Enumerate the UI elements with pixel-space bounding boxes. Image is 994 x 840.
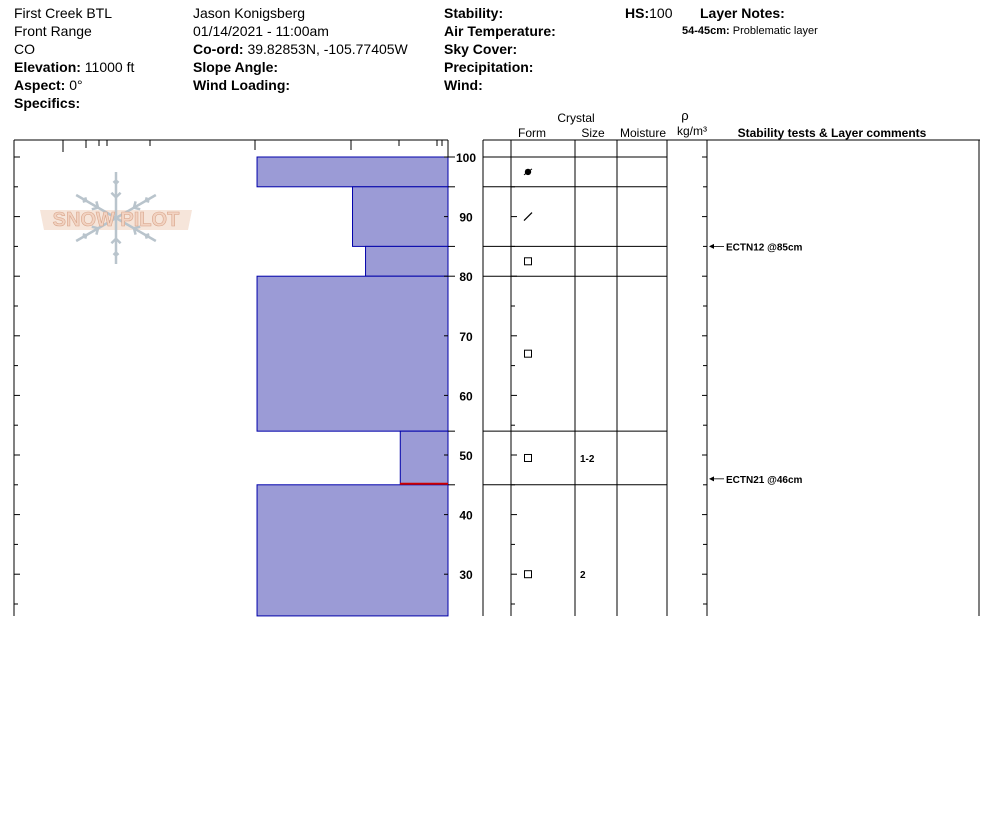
observer-name: Jason Konigsberg	[193, 5, 306, 21]
observation-datetime: 01/14/2021 - 11:00am	[193, 23, 329, 39]
precipitation-label: Precipitation:	[444, 59, 534, 75]
specifics-label: Specifics:	[14, 95, 81, 111]
snowflake-branch	[85, 197, 86, 200]
coord-value: 39.82853N, -105.77405W	[247, 41, 408, 57]
wind-loading-label: Wind Loading:	[193, 77, 291, 93]
depth-tick-label: 90	[459, 210, 473, 225]
stability-test-label: ECTN12 @85cm	[726, 242, 803, 254]
density-symbol: ρ	[681, 108, 689, 123]
snowflake-branch	[146, 235, 147, 238]
hardness-layers	[257, 157, 667, 616]
slope-angle-label: Slope Angle:	[193, 59, 279, 75]
snowflake-branch	[114, 253, 116, 255]
depth-tick-label: 40	[459, 508, 473, 523]
layer-note-range: 54-45cm:	[682, 25, 730, 37]
sky-cover-label: Sky Cover:	[444, 41, 518, 57]
stability-test-label: ECTN21 @46cm	[726, 474, 803, 486]
snowflake-branch	[83, 234, 86, 235]
aspect-value: 0°	[69, 77, 83, 93]
aspect-label: Aspect:	[14, 77, 66, 93]
hardness-layer-bar	[257, 157, 448, 187]
mountain-range: Front Range	[14, 23, 92, 39]
crystal-rows	[524, 169, 595, 582]
depth-tick-label: 60	[459, 389, 473, 404]
depth-tick-label: 80	[459, 270, 473, 285]
hardness-layer-bar	[366, 246, 448, 276]
logo-text: SNOW PILOT	[52, 209, 180, 231]
crystal-size-label: 1-2	[580, 453, 595, 465]
stability-test-arrowhead	[709, 244, 714, 249]
hs-value: 100	[649, 5, 673, 21]
snowflake-branch	[146, 201, 149, 202]
stability-tests	[709, 242, 803, 485]
hardness-layer-bar	[257, 485, 448, 616]
faceted-crystal-icon	[525, 454, 532, 461]
density-unit: kg/m³	[677, 124, 707, 138]
snowpilot-logo	[40, 172, 192, 264]
elevation-label: Elevation:	[14, 59, 81, 75]
size-header: Size	[581, 126, 605, 140]
elevation-value: 11000 ft	[84, 59, 135, 75]
hardness-layer-bar	[257, 276, 448, 431]
layer-notes-label: Layer Notes:	[700, 5, 785, 21]
snowflake-branch	[146, 234, 149, 235]
stability-label: Stability:	[444, 5, 504, 21]
depth-tick-label: 30	[459, 568, 473, 583]
decomposing-crystal-icon	[524, 213, 532, 221]
faceted-crystal-icon	[525, 571, 532, 578]
stability-test-arrowhead	[709, 476, 714, 481]
hardness-layer-bar	[400, 431, 448, 485]
hardness-layer-bar	[353, 187, 448, 247]
depth-tick-label: 70	[459, 329, 473, 344]
snowflake-branch	[96, 201, 98, 207]
air-temperature-label: Air Temperature:	[444, 23, 556, 39]
crystal-header: Crystal	[557, 111, 595, 125]
hs-label: HS:	[625, 5, 650, 21]
layer-note-text: Problematic layer	[732, 25, 818, 37]
form-header: Form	[518, 126, 546, 140]
faceted-crystal-icon	[525, 258, 532, 265]
depth-tick-label: 100	[455, 151, 477, 165]
depth-tick-label: 50	[459, 449, 473, 463]
stability-header: Stability tests & Layer comments	[737, 126, 927, 140]
coord-label: Co-ord:	[193, 41, 244, 57]
location-name: First Creek BTL	[14, 5, 113, 21]
wind-label: Wind:	[444, 77, 483, 93]
state: CO	[14, 41, 35, 57]
faceted-crystal-icon	[525, 350, 532, 357]
crystal-size-label: 2	[580, 570, 586, 582]
snowflake-branch	[116, 181, 118, 183]
moisture-header: Moisture	[619, 126, 667, 140]
